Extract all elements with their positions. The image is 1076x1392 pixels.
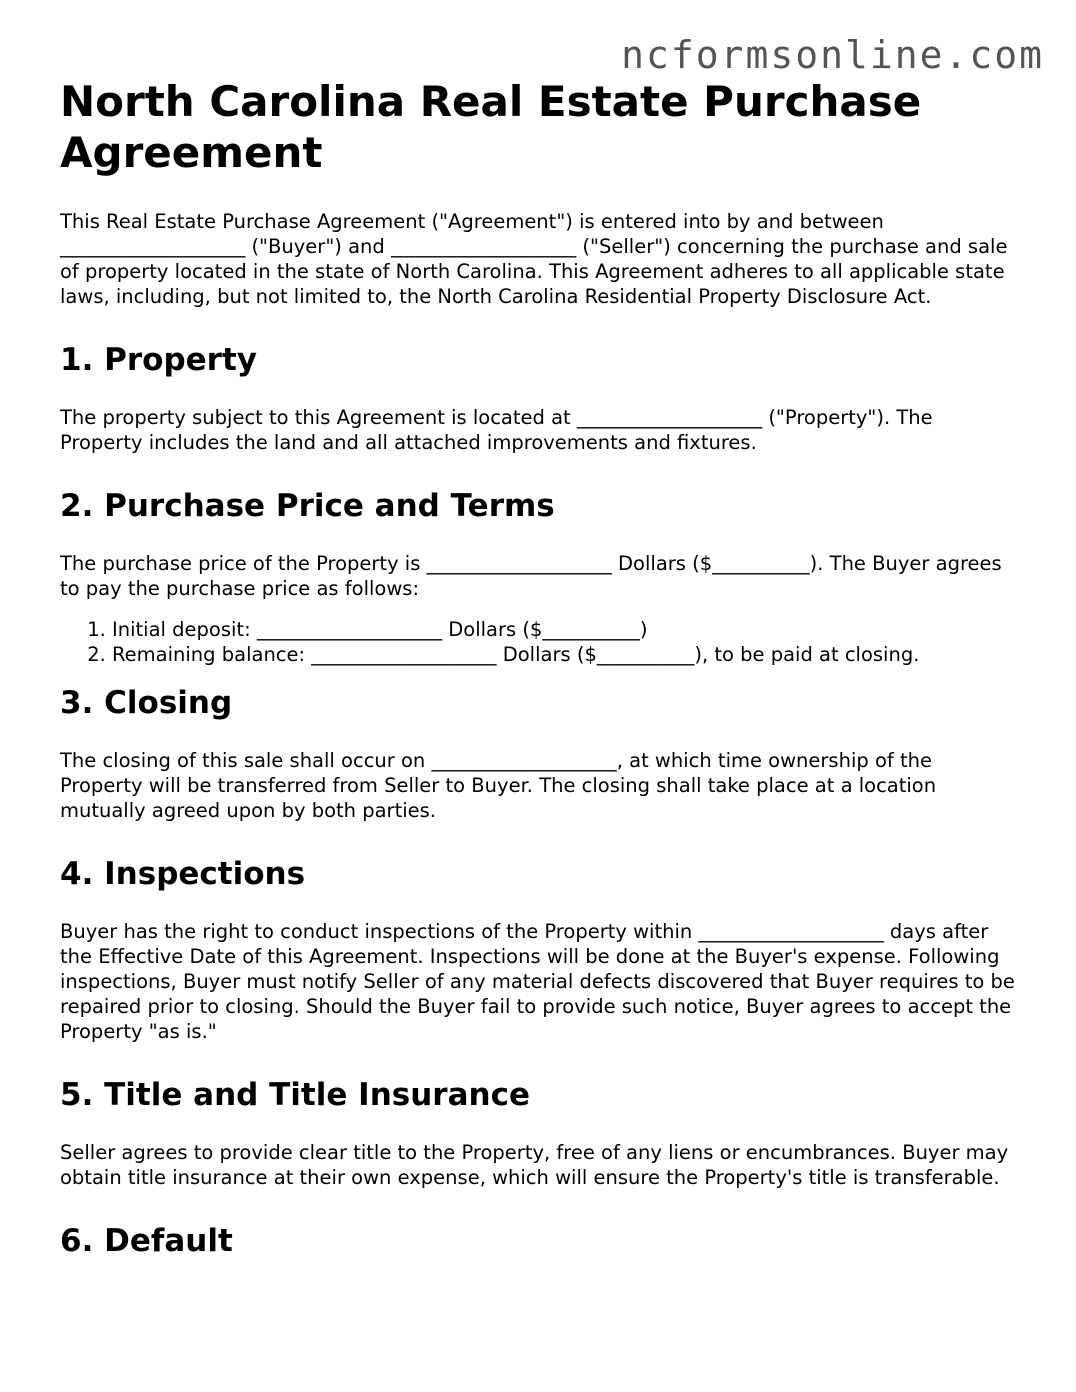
section-body-closing: The closing of this sale shall occur on ___________________, at which time ownership of the Property will be transferred from Seller to Buyer. The closing shall take place at a location mutually agreed upon by both parties. — [60, 749, 937, 822]
payment-terms-list — [60, 617, 1020, 667]
section-heading-inspections: 4. Inspections — [60, 856, 306, 892]
section-heading-closing: 3. Closing — [60, 685, 233, 721]
site-watermark: ncformsonline.com — [621, 33, 1044, 77]
list-item-remaining-balance: 2. Remaining balance: ___________________ Dollars ($__________), to be paid at closing. — [112, 642, 1020, 667]
section-heading-purchase-price: 2. Purchase Price and Terms — [60, 488, 555, 524]
section-body-property: The property subject to this Agreement is located at ___________________ ("Property"). The Property includes the land and all attached improvements and fixtures. — [60, 406, 933, 454]
intro-paragraph: This Real Estate Purchase Agreement ("Agreement") is entered into by and between ___________________ ("Buyer") and ___________________ ("Seller") concerning the purchase and sale of property located in the state of North Carolina. This Agreement adheres to all applicable state laws, including, but not limited to, the North Carolina Residential Property Disclosure Act. — [60, 210, 1008, 308]
list-item-initial-deposit: 1. Initial deposit: ___________________ Dollars ($__________) — [112, 617, 1020, 642]
section-body-title-insurance: Seller agrees to provide clear title to the Property, free of any liens or encumbrances. Buyer may obtain title insurance at their own expense, which will ensure the Property's title is transferable. — [60, 1141, 1009, 1189]
section-heading-title-insurance: 5. Title and Title Insurance — [60, 1077, 530, 1113]
section-heading-property: 1. Property — [60, 342, 257, 378]
document-title: North Carolina Real Estate Purchase Agreement — [60, 77, 922, 177]
section-body-inspections: Buyer has the right to conduct inspections of the Property within ___________________ days after the Effective Date of this Agreement. Inspections will be done at the Buyer's expense. Following inspections, Buyer must notify Seller of any material defects discovered that Buyer requires to be repaired prior to closing. Should the Buyer fail to provide such notice, Buyer agrees to accept the Property "as is." — [60, 920, 1015, 1043]
section-body-purchase-price: The purchase price of the Property is ___________________ Dollars ($__________). The Buyer agrees to pay the purchase price as follows: — [60, 552, 1002, 600]
document-page — [60, 76, 1020, 1286]
section-heading-default: 6. Default — [60, 1223, 233, 1259]
